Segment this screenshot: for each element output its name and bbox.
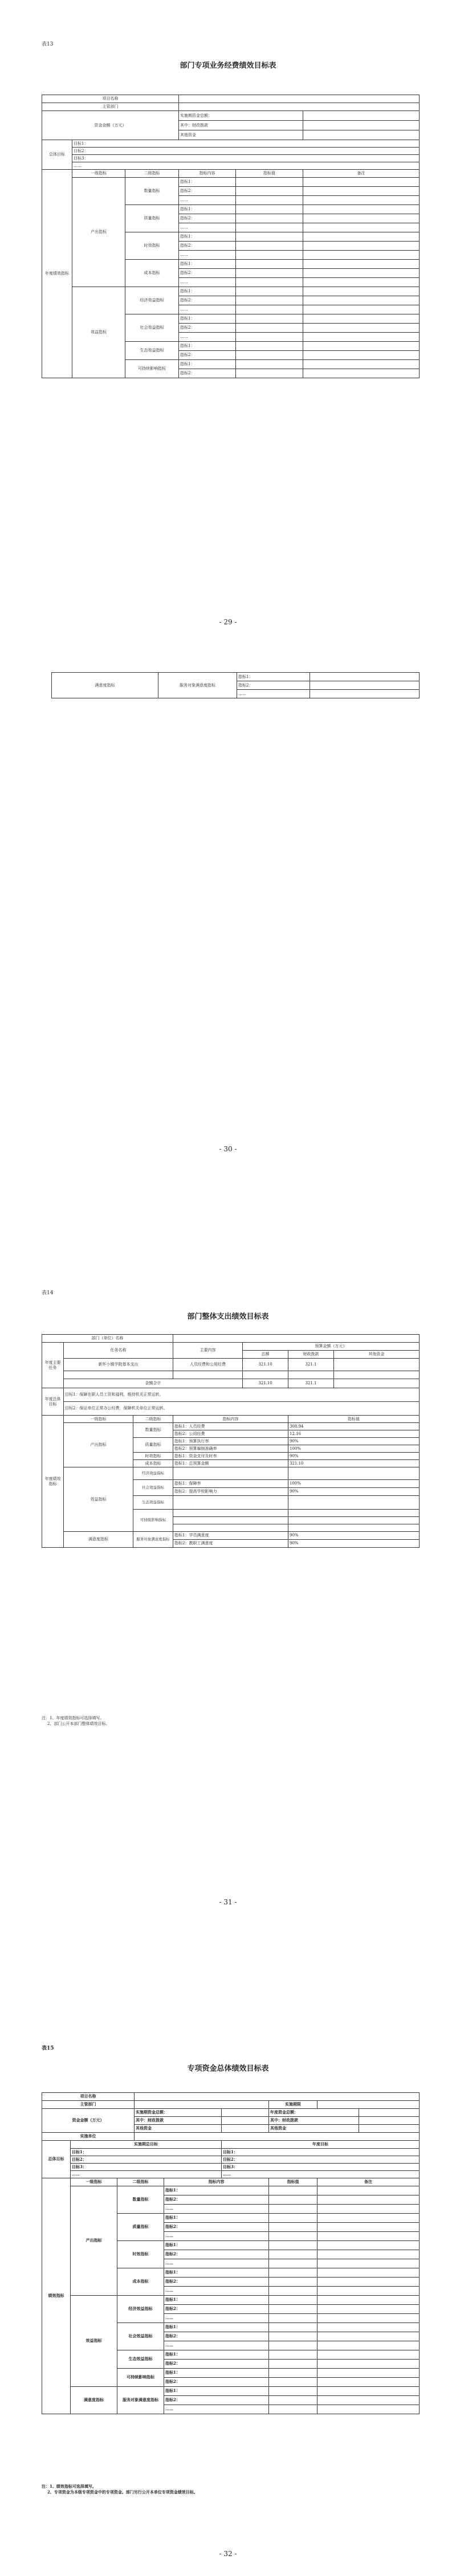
indicator: …… [179,251,236,260]
output-label: 产出指标 [71,2186,117,2296]
goal-label: 总体目标 [42,2141,71,2178]
goal-1: 目标1：保障在职人员工资和福利，维持机关正常运转。 [64,1388,420,1402]
main-content-header: 主要内容 [173,1343,243,1359]
econ-label: 经济效益指标 [125,287,179,314]
indicator: …… [164,2341,269,2350]
indicator: …… [164,2314,269,2323]
goal-2: 目标2： [222,2156,420,2164]
indicator: …… [179,278,236,287]
indicator: 指标2： [164,2305,269,2314]
indicator-value: 90% [288,1532,420,1540]
perf-label: 绩效指标 [42,2178,71,2414]
goal-label: 年度总体目标 [42,1388,64,1416]
total-header: 总额 [243,1351,288,1359]
page-number: - 31 - [219,1898,237,1906]
goal-more: …… [71,2171,222,2178]
goal-label: 总体目标 [42,140,72,170]
indicator: …… [164,2205,269,2214]
goal-3: 目标3： [72,155,420,162]
note-line: 注：1、年度绩效指标可选择填写。 [42,1716,104,1720]
benefit-label: 效益指标 [64,1467,133,1532]
time-label: 时效指标 [125,232,179,260]
social-label: 社会效益指标 [117,2323,164,2350]
indicator: 指标2： [164,2332,269,2341]
period-total-label: 实施期资金总额： [135,2109,222,2117]
sum-label: 金额合计 [64,1379,243,1388]
indicator: …… [179,305,236,314]
dept-label: 主管部门 [42,103,179,111]
indicator: …… [164,2405,269,2414]
eco-label: 生态效益指标 [125,342,179,360]
page-number: - 32 - [219,2550,237,2558]
output-label: 产出指标 [64,1423,133,1467]
indicator: 指标1： [164,2241,269,2250]
indicator: 指标2：预算编制准确率 [173,1445,288,1453]
indicator: 指标1： [179,232,236,242]
header-level1: 一级指标 [71,2178,117,2186]
table-number: 表15 [42,2046,54,2051]
indicator: 指标1： [164,2186,269,2195]
social-label: 社会效益指标 [125,314,179,342]
table-number: 表14 [42,1290,54,1296]
budget-header: 预算金额（万元） [243,1343,420,1351]
perf-label: 年度绩效指标 [42,170,72,378]
indicator-value: 321.10 [288,1460,420,1467]
indicator: …… [164,2232,269,2241]
output-label: 产出指标 [72,178,125,287]
table-note [42,1716,109,1727]
indicator-value: 100% [288,1480,420,1488]
task-1-fiscal: 321.1 [288,1359,334,1371]
sat-label: 满意度指标 [71,2387,117,2414]
task-1-name: 新怀小镇学院基本支出 [64,1359,173,1371]
sustain-label: 可持续影响指标 [133,1510,173,1532]
goal-1: 目标1： [72,140,420,148]
note-line: 注：1、绩效指标可选择填写。 [42,2484,96,2489]
indicator-value: 90% [288,1453,420,1460]
benefit-label: 效益指标 [72,287,125,378]
indicator: …… [164,2259,269,2268]
indicator-value: 90% [288,1438,420,1445]
indicator: 指标1：预算执行率 [173,1438,288,1445]
indicator: 指标1： [164,2323,269,2332]
indicator: 指标2： [164,2378,269,2387]
indicator: 指标1：总预算金额 [173,1460,288,1467]
eco-label: 生态效益指标 [117,2350,164,2369]
time-label: 时效指标 [133,1453,173,1460]
indicator-value: 308.94 [288,1423,420,1430]
note-line: 2、部门公开本部门整体绩效目标。 [47,1721,110,1726]
table-14 [42,1334,420,1548]
header-remark: 备注 [317,2178,420,2186]
qty-label: 数量指标 [125,178,179,205]
indicator: 指标1： [179,260,236,269]
header-content: 指标内容 [173,1416,288,1423]
fiscal-label: 其中：财政拨款 [269,2117,359,2125]
cost-label: 成本指标 [125,260,179,287]
fiscal-header: 财政拨款 [288,1351,334,1359]
header-content: 指标内容 [179,170,236,178]
goal-more: …… [72,162,420,170]
goal-more: …… [222,2171,420,2178]
sustain-label: 可持续影响指标 [117,2369,164,2387]
table-13 [42,95,420,378]
goal-3: 目标3： [71,2164,222,2171]
indicator: 指标1： [179,342,236,351]
header-value: 指标值 [269,2178,317,2186]
indicator: …… [179,196,236,205]
goal-3: 目标3： [222,2164,420,2171]
quality-label: 质量指标 [117,2214,164,2241]
annual-total-label: 年度资金总额： [269,2109,359,2117]
goal-2: 目标2：保证单位正常办公经费，保障机关单位正常运转。 [64,1402,420,1416]
fund-label: 资金金额（万元） [42,2109,135,2133]
sum-total: 321.10 [243,1379,288,1388]
page-number: - 29 - [219,618,237,626]
indicator: 指标1：保障率 [173,1480,288,1488]
table-13-continued [51,672,420,698]
indicator: 指标2： [179,324,236,333]
tasks-label: 年度主要任务 [42,1343,64,1388]
indicator: …… [179,333,236,342]
econ-label: 经济效益指标 [133,1467,173,1480]
sat-label: 满意度指标 [64,1532,133,1548]
indicator: 指标2：公用经费 [173,1430,288,1438]
indicator-value: 90% [288,1488,420,1496]
indicator: …… [179,223,236,232]
indicator-value: 100% [288,1445,420,1453]
indicator: 指标2： [179,187,236,196]
goal-1: 目标1： [71,2149,222,2156]
social-label: 社会效益指标 [133,1480,173,1496]
indicator: 指标2： [164,2250,269,2259]
indicator: 指标2： [179,296,236,305]
indicator: 指标2：提高学校影响力 [173,1488,288,1496]
quality-label: 质量指标 [133,1438,173,1453]
indicator: 指标1： [237,673,310,681]
table-note [42,2484,198,2495]
other-label: 其他资金 [135,2125,222,2133]
indicator: 指标1： [179,178,236,187]
indicator: 指标2： [179,242,236,251]
other-label: 其他资金 [269,2125,359,2133]
indicator: 指标1：资金支付及时率 [173,1453,288,1460]
table-number: 表13 [42,42,54,47]
sum-fiscal: 321.1 [288,1379,334,1388]
header-level2: 二级指标 [133,1416,173,1423]
fund-label: 资金金额（万元） [42,111,179,140]
header-value: 指标值 [288,1416,420,1423]
eco-label: 生态效益指标 [133,1496,173,1510]
header-level2: 二级指标 [117,2178,164,2186]
dept-label: 主管部门 [42,2101,135,2109]
header-level2: 二级指标 [125,170,179,178]
perf-label: 年度绩效指标 [42,1416,64,1548]
indicator: 指标2： [164,2223,269,2232]
indicator: 指标1： [179,287,236,296]
quality-label: 质量指标 [125,205,179,232]
page-title: 部门专项业务经费绩效目标表 [180,62,276,70]
qty-label: 数量指标 [133,1423,173,1438]
time-label: 时效指标 [117,2241,164,2268]
indicator: 指标2： [164,2277,269,2287]
indicator: 指标1： [164,2296,269,2305]
indicator: 指标1： [164,2268,269,2277]
col-period-goal: 实施期总目标 [71,2141,222,2149]
page-number: - 30 - [219,1145,237,1153]
indicator: 指标2： [164,2360,269,2369]
task-name-header: 任务名称 [64,1343,173,1359]
indicator-value: 90% [288,1540,420,1548]
project-name-label: 项目名称 [42,95,179,103]
sat-label: 满意度指标 [52,673,158,698]
header-remark: 备注 [303,170,420,178]
econ-label: 经济效益指标 [117,2296,164,2323]
indicator: 指标2： [237,681,310,690]
indicator: 指标2： [164,2396,269,2405]
indicator: 指标1： [164,2387,269,2396]
task-1-total: 321.10 [243,1359,288,1371]
task-1-content: 人员经费和公用经费 [173,1359,243,1371]
svc-label: 服务对象满意度指标 [158,673,237,698]
indicator: 指标1：学员满意度 [173,1532,288,1540]
annual-total-label: 实施期资金总额： [179,111,303,121]
indicator: 指标2：教职工满意度 [173,1540,288,1548]
svc-label: 服务对象满意度指标 [133,1532,173,1548]
indicator: 指标1： [164,2214,269,2223]
indicator: 指标1： [179,314,236,324]
indicator: 指标1： [164,2350,269,2360]
indicator: …… [237,690,310,698]
qty-label: 数量指标 [117,2186,164,2214]
indicator: 指标2： [179,369,236,378]
unit-label: 实施单位 [42,2133,135,2141]
sustain-label: 可持续影响指标 [125,360,179,378]
other-label: 其他资金 [179,130,303,140]
col-year-goal: 年度目标 [222,2141,420,2149]
indicator-value: 12.16 [288,1430,420,1438]
table-15 [42,2092,420,2414]
goal-2: 目标2： [71,2156,222,2164]
indicator: 指标1： [179,205,236,214]
indicator: 指标2： [179,269,236,278]
header-value: 指标值 [236,170,303,178]
header-level1: 一级指标 [72,170,125,178]
indicator: …… [164,2287,269,2296]
dept-label: 部门（单位）名称 [42,1335,173,1343]
header-content: 指标内容 [164,2178,269,2186]
goal-2: 目标2： [72,148,420,155]
indicator: 指标2： [179,214,236,223]
cost-label: 成本指标 [117,2268,164,2296]
note-line: 2、专项资金为本级专项资金中的专项资金。部门另行公开本单位专项资金绩效目标。 [47,2489,198,2495]
indicator: 指标1：人员经费 [173,1423,288,1430]
page-title: 部门整体支出绩效目标表 [187,1312,269,1321]
goal-1: 目标1： [222,2149,420,2156]
project-name-label: 项目名称 [42,2093,135,2101]
indicator: 指标2： [179,351,236,360]
svc-label: 服务对象满意度指标 [117,2387,164,2414]
period-label: 实施期限 [269,2101,317,2109]
header-level1: 一级指标 [64,1416,133,1423]
fiscal-label: 其中：财政拨款 [179,121,303,130]
indicator: 指标1： [164,2369,269,2378]
indicator: 指标2： [164,2195,269,2205]
other-header: 其他资金 [334,1351,420,1359]
benefit-label: 效益指标 [71,2296,117,2387]
cost-label: 成本指标 [133,1460,173,1467]
fiscal-label: 其中：财政拨款 [135,2117,222,2125]
page-title: 专项资金总体绩效目标表 [187,2064,269,2073]
indicator: 指标1： [179,360,236,369]
